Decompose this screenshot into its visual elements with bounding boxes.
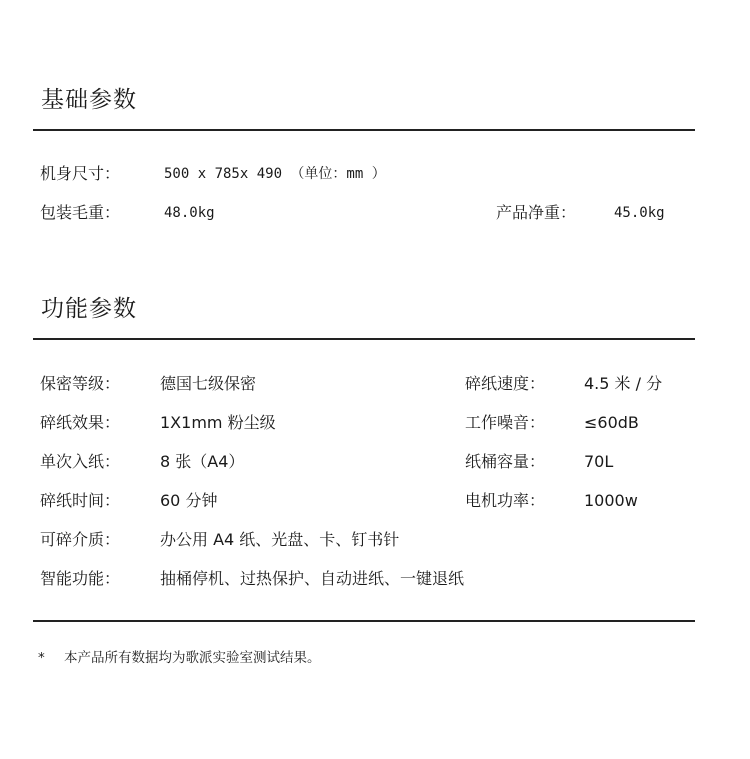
sheet-capacity-value: 8 张（A4） xyxy=(160,452,245,471)
motor-power-label: 电机功率： xyxy=(465,491,546,510)
run-time-label: 碎纸时间： xyxy=(40,491,121,510)
smart-functions-value: 抽桶停机、过热保护、自动进纸、一键退纸 xyxy=(160,569,465,588)
footnote-asterisk: * xyxy=(38,650,45,666)
footnote xyxy=(38,648,321,668)
media-label: 可碎介质： xyxy=(40,530,121,549)
net-weight-value: 45.0kg xyxy=(614,205,665,221)
bin-capacity-label: 纸桶容量： xyxy=(465,452,546,471)
basic-params-divider xyxy=(33,129,695,131)
shred-speed-label: 碎纸速度： xyxy=(465,374,546,393)
smart-functions-label: 智能功能： xyxy=(40,569,121,588)
shred-effect-value: 1X1mm 粉尘级 xyxy=(160,413,276,432)
bin-capacity-value: 70L xyxy=(584,452,614,471)
size-label: 机身尺寸： xyxy=(40,164,121,183)
noise-value: ≤60dB xyxy=(584,413,639,432)
footer-divider xyxy=(33,620,695,622)
noise-label: 工作噪音： xyxy=(465,413,546,432)
sheet-capacity-label: 单次入纸： xyxy=(40,452,121,471)
motor-power-value: 1000w xyxy=(584,491,638,510)
gross-weight-label: 包装毛重： xyxy=(40,203,121,222)
security-level-value: 德国七级保密 xyxy=(160,374,257,393)
function-params-divider xyxy=(33,338,695,340)
run-time-value: 60 分钟 xyxy=(160,491,218,510)
function-params-title: 功能参数 xyxy=(41,296,137,322)
footnote-text: 本产品所有数据均为歌派实验室测试结果。 xyxy=(64,650,321,666)
size-value: 500 x 785x 490 （单位：mm ） xyxy=(164,166,386,182)
security-level-label: 保密等级： xyxy=(40,374,121,393)
media-value: 办公用 A4 纸、光盘、卡、钉书针 xyxy=(160,530,400,549)
shred-speed-value: 4.5 米 / 分 xyxy=(584,374,663,393)
net-weight-label: 产品净重： xyxy=(496,203,577,222)
basic-params-title: 基础参数 xyxy=(41,87,137,113)
gross-weight-value: 48.0kg xyxy=(164,205,215,221)
shred-effect-label: 碎纸效果： xyxy=(40,413,121,432)
